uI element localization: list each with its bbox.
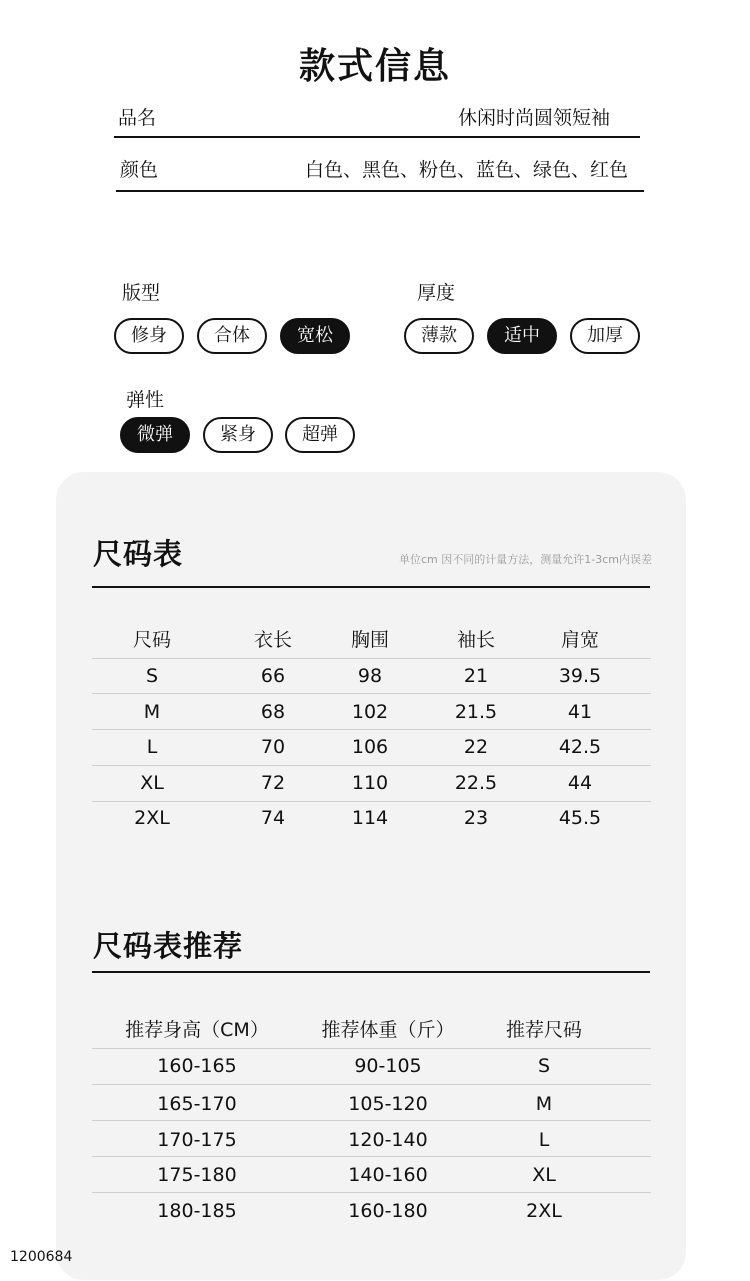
info-row-color: [116, 155, 644, 192]
row-divider: [92, 729, 651, 730]
thickness-label: 厚度: [417, 282, 456, 304]
table-cell: 114: [351, 807, 389, 829]
table-cell: 21: [463, 665, 489, 687]
table-cell: 70: [260, 736, 286, 758]
row-divider: [92, 1156, 651, 1157]
table-cell: 39.5: [558, 665, 602, 687]
row-divider: [92, 658, 651, 659]
divider: [92, 586, 650, 588]
table-cell: 175-180: [157, 1164, 237, 1186]
row-divider: [92, 693, 651, 694]
table-header-cell: 肩宽: [560, 629, 600, 651]
divider: [114, 136, 640, 138]
table-cell: 120-140: [348, 1129, 428, 1151]
row-divider: [92, 801, 651, 802]
table-cell: 2XL: [134, 807, 170, 829]
table-cell: 102: [351, 701, 389, 723]
table-cell: 23: [463, 807, 489, 829]
table-cell: 41: [567, 701, 593, 723]
table-cell: 66: [260, 665, 286, 687]
divider: [92, 971, 650, 973]
table-cell: S: [145, 665, 159, 687]
table-cell: 74: [260, 807, 286, 829]
table-cell: S: [537, 1055, 551, 1077]
fit-label: 版型: [122, 282, 161, 304]
elasticity-option-tight: 紧身: [203, 417, 273, 453]
table-cell: 160-165: [157, 1055, 237, 1077]
thickness-option-thick: 加厚: [570, 318, 640, 354]
table-header-cell: 尺码: [132, 629, 172, 651]
table-cell: 68: [260, 701, 286, 723]
table-cell: 72: [260, 772, 286, 794]
fit-option-regular: 合体: [197, 318, 267, 354]
table-cell: XL: [532, 1164, 556, 1186]
table-cell: 106: [351, 736, 389, 758]
table-cell: L: [146, 736, 158, 758]
measurement-note: 单位cm 因不同的计量方法，测量允许1-3cm内误差: [399, 553, 652, 566]
thickness-option-medium: 适中: [487, 318, 557, 354]
size-table-title: 尺码表: [93, 537, 184, 571]
name-value: 休闲时尚圆领短袖: [457, 107, 610, 129]
page-title: 款式信息: [298, 46, 451, 87]
elasticity-option-super: 超弹: [285, 417, 355, 453]
row-divider: [92, 1192, 651, 1193]
table-header-cell: 衣长: [253, 629, 293, 651]
table-cell: 44: [567, 772, 593, 794]
row-divider: [92, 1048, 651, 1049]
recommend-table-title: 尺码表推荐: [93, 929, 244, 963]
divider: [116, 190, 644, 192]
table-header-cell: 胸围: [350, 629, 390, 651]
info-row-name: [114, 103, 640, 138]
table-header-cell: 推荐体重（斤）: [321, 1019, 455, 1041]
table-cell: 140-160: [348, 1164, 428, 1186]
table-cell: 90-105: [354, 1055, 422, 1077]
table-cell: 42.5: [558, 736, 602, 758]
table-cell: 22: [463, 736, 489, 758]
size-card: [56, 472, 686, 1280]
table-cell: 105-120: [348, 1093, 428, 1115]
table-cell: 21.5: [454, 701, 498, 723]
table-header-cell: 袖长: [456, 629, 496, 651]
table-header-cell: 推荐身高（CM）: [125, 1019, 269, 1041]
row-divider: [92, 765, 651, 766]
table-cell: 110: [351, 772, 389, 794]
table-cell: 2XL: [526, 1200, 562, 1222]
elasticity-label: 弹性: [126, 389, 165, 411]
name-label: 品名: [118, 107, 157, 129]
table-cell: 170-175: [157, 1129, 237, 1151]
table-cell: 160-180: [348, 1200, 428, 1222]
table-header-cell: 推荐尺码: [505, 1019, 583, 1041]
elasticity-option-slight: 微弹: [120, 417, 190, 453]
product-id: 1200684: [10, 1249, 73, 1265]
color-label: 颜色: [120, 159, 159, 181]
fit-option-slim: 修身: [114, 318, 184, 354]
table-cell: M: [535, 1093, 553, 1115]
row-divider: [92, 1120, 651, 1121]
table-cell: 45.5: [558, 807, 602, 829]
table-cell: 22.5: [454, 772, 498, 794]
table-cell: 165-170: [157, 1093, 237, 1115]
table-cell: XL: [140, 772, 164, 794]
table-cell: M: [143, 701, 161, 723]
table-cell: 180-185: [157, 1200, 237, 1222]
row-divider: [92, 1084, 651, 1085]
thickness-option-thin: 薄款: [404, 318, 474, 354]
color-value: 白色、黑色、粉色、蓝色、绿色、红色: [304, 159, 628, 181]
table-cell: L: [538, 1129, 550, 1151]
fit-option-loose: 宽松: [280, 318, 350, 354]
table-cell: 98: [357, 665, 383, 687]
